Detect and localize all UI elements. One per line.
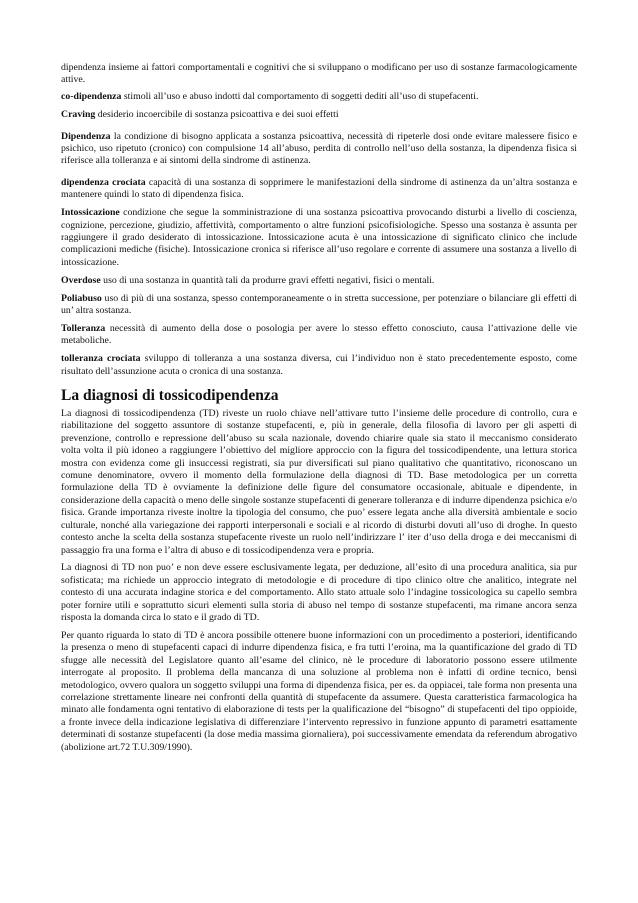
glossary-text: condizione che segue la somministrazione di una sostanza psicoattiva provocando disturbi a livello di coscienza, cognizione, percezione, giudizio, affettività, comportamento o altre funzioni psicofisiologiche. Spesso una sostanza è assunta per raggiungere il grado desiderato di intossicazione. Intossicazione acuta è una intossicazione di significato clinico che include complicazioni mediche (fisiche). Intossicazione cronica si riferisce all’uso regolare e corrente di assumere una sostanza a livello di intossicazione. xyxy=(61,207,577,268)
glossary-text: necessità di aumento della dose o posologia per avere lo stesso effetto conosciuto, causa l’attivazione delle vie metaboliche. xyxy=(61,322,577,347)
glossary-text: uso di una sostanza in quantità tali da produrre gravi effetti negativi, fisici o mentali. xyxy=(100,274,435,286)
glossary-entry xyxy=(61,177,577,202)
glossary-term: Overdose xyxy=(61,274,101,286)
glossary-term: tolleranza crociata xyxy=(61,353,141,365)
glossary-text: dipendenza insieme ai fattori comportamentali e cognitivi che si sviluppano o modificano per uso di sostanze farmacologicamente attive. xyxy=(61,62,577,86)
glossary-entry xyxy=(61,62,577,87)
glossary-term: dipendenza crociata xyxy=(61,176,146,188)
glossary-term: Poliabuso xyxy=(61,292,102,304)
glossary-text: desiderio incoercibile di sostanza psicoattiva e dei suoi effetti xyxy=(95,109,339,121)
glossary-text: stimoli all’uso e abuso indotti dal comportamento di soggetti dediti all’uso di stupefacenti. xyxy=(121,91,479,103)
glossary-term: co-dipendenza xyxy=(61,91,122,103)
glossary-text: la condizione di bisogno applicata a sostanza psicoattiva, necessità di ripeterle dosi onde evitare malessere fisico e psichico, uso ripetuto (cronico) con compulsione 14 all’abuso, perdita di controllo nell’uso della sostanza, la dipendenza fisica si riferisce alla tolleranza e ai sintomi della sindrome di astinenza. xyxy=(61,130,577,167)
glossary-entry xyxy=(61,109,577,121)
glossary-entry xyxy=(61,293,577,318)
glossary-entry xyxy=(61,207,577,269)
glossary-text: uso di più di una sostanza, spesso contemporaneamente o in stretta successione, per potenziare o bilanciare gli effetti di un’ altra sostanza. xyxy=(61,292,577,316)
body-paragraph: Per quanto riguarda lo stato di TD è ancora possibile ottenere buone informazioni con un procedimento a posteriori, identificando la presenza o meno di stupefacenti capaci di indurre dipendenza fisica, e fra tutti l’eroina, ma la quantificazione del grado di TD sfugge alle necessità del Legislatore quanto all’esame del clinico, nè le procedure di laboratorio possono essere utilmente interrogate al proposito. Il problema della mancanza di una soluzione al problema non è infatti di ordine tecnico, bensì metodologico, ovvero qualora un soggetto sviluppi una forma di dipendenza fisica, per es. da oppiacei, tale forma non presenta una correlazione strettamente lineare nei confronti della quantità di stupefacente da assumere. Questa caratteristica farmacologica ha minato alle fondamenta ogni tentativo di elaborazione di tests per la qualificazione del “bisogno” di stupefacenti del tipo oppioide, a fronte invece della indicazione legislativa di differenziare l’intervento repressivo in funzione appunto di parametri esattamente determinati di sostanze stupefacenti (la dose media massima giornaliera), poi successivamente emendata da referendum abrogativo (abolizione art.72 T.U.309/1990). xyxy=(61,629,577,753)
body-paragraph: La diagnosi di tossicodipendenza (TD) riveste un ruolo chiave nell’attivare tutto l’insieme delle procedure di controllo, cura e riabilitazione del soggetto assuntore di sostanze stupefacenti, e, più in generale, della filosofia di lavoro per gli aspetti di prevenzione, controllo e repressione dell’abuso su scala nazionale, dovendo chiarire quale sia stato il meccanismo considerato volta volta il più idoneo a raggiungere l’obiettivo del migliore approccio con la figura del tossicodipendente, una lettura storica mostra con evidenza come gli insuccessi registrati, sia pur diversificati sul piano qualitativo che quantitativo, riconoscano un comune denominatore, ovvero il momento della formulazione della diagnosi di TD. Base metodologica per un corretta formulazione della TD è ovviamente la definizione delle figure del consumatore occasionale, abituale e dipendente, in considerazione della capacità o meno delle singole sostanze stupefacenti di generare tolleranza e di indurre dipendenza psichica e/o fisica. Grande importanza riveste inoltre la tipologia del consumo, che puo’ essere legata anche alla diversità ambientale e socio culturale, nonché alla variegazione dei rapporti interpersonali e sociali e al ricordo di disturbi dovuti all’uso di droghe. In questo contesto anche la scelta della sostanza stupefacente riveste un ruolo nell’indirizzare l’ iter d’uso della droga e dei meccanismi di passaggio fra una forma e l’altra di abuso e di tossicodipendenza vera e propria. xyxy=(61,408,577,556)
glossary-entry xyxy=(61,323,577,348)
glossary-text: sviluppo di tolleranza a una sostanza diversa, cui l’individuo non è stato precedentemente esposto, come risultato dell’assunzione acuta o cronica di una sostanza. xyxy=(61,353,577,377)
body-paragraph: La diagnosi di TD non puo’ e non deve essere esclusivamente legata, per deduzione, all’esito di una procedura analitica, sia pur sofisticata; ma richiede un approccio integrato di metodologie e di procedure di tipo clinico oltre che analitico, integrate nel contesto di una accurata indagine storica e del comportamento. Allo stato attuale solo l’indagine tossicologica su capello sembra poter fornire utili e soprattutto sicuri elementi sulla storia di abuso nel tempo di sostanze stupefacenti, ma rimane ancora senza risposta la domanda circa lo stato e il grado di TD. xyxy=(61,562,577,624)
glossary-term: Intossicazione xyxy=(61,207,120,219)
glossary-term: Tolleranza xyxy=(61,322,106,334)
document-page xyxy=(61,62,577,760)
glossary-entry xyxy=(61,275,577,287)
glossary-term: Dipendenza xyxy=(61,130,111,142)
section-heading: La diagnosi di tossicodipendenza xyxy=(61,387,279,405)
glossary-term: Craving xyxy=(61,109,96,121)
glossary-entry xyxy=(61,353,577,378)
glossary-entry xyxy=(61,91,577,103)
glossary-entry xyxy=(61,131,577,168)
glossary-text: capacità di una sostanza di sopprimere le manifestazioni della sindrome di astinenza da un’altra sostanza e mantenere quindi lo stato di dipendenza fisica. xyxy=(61,176,577,201)
